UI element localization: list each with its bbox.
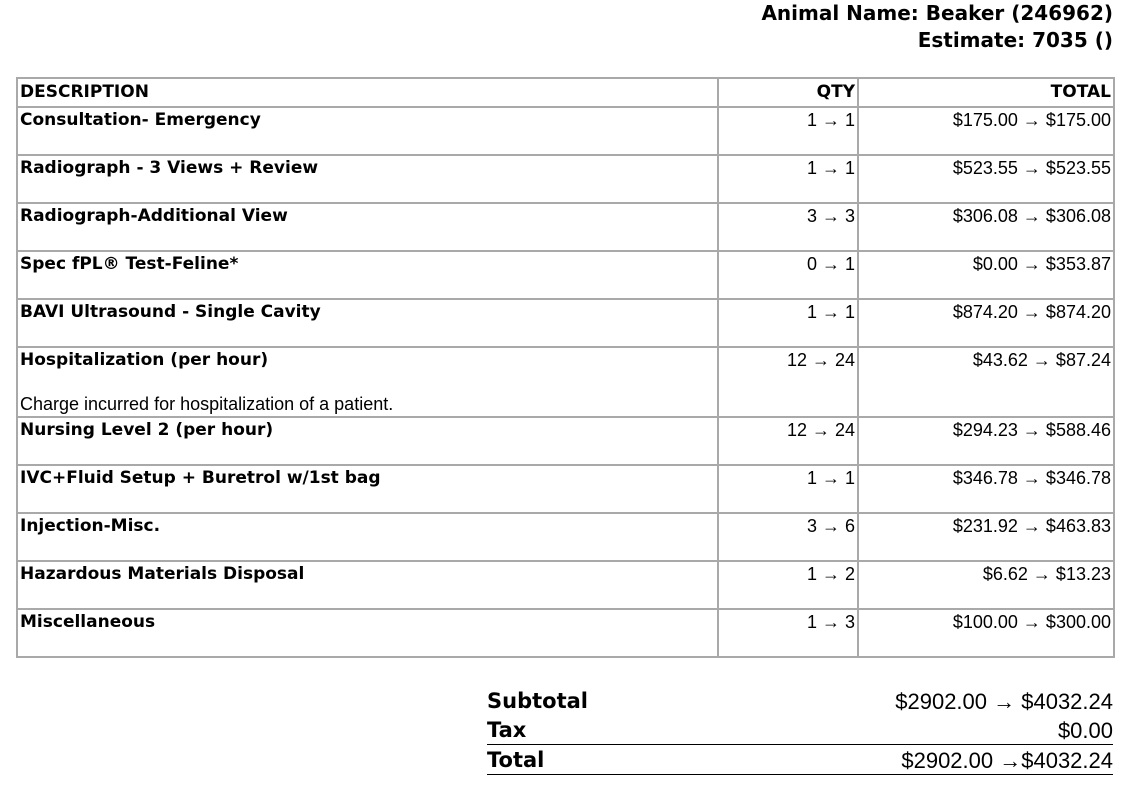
row-description [17, 465, 718, 513]
row-description [17, 609, 718, 657]
subtotal-value: $2902.00 → $4032.24 [895, 689, 1113, 714]
table-row [17, 465, 1114, 513]
row-total: $43.62 → $87.24 [858, 347, 1114, 417]
total-value: $2902.00 →$4032.24 [901, 748, 1113, 773]
row-description [17, 107, 718, 155]
column-header-qty: QTY [718, 78, 858, 107]
row-total: $346.78 → $346.78 [858, 465, 1114, 513]
table-row [17, 299, 1114, 347]
estimate-number-heading: Estimate: 7035 () [917, 28, 1113, 52]
row-qty: 1 → 3 [718, 609, 858, 657]
row-qty: 12 → 24 [718, 347, 858, 417]
row-qty: 12 → 24 [718, 417, 858, 465]
item-name: Consultation- Emergency [20, 110, 261, 130]
row-total: $874.20 → $874.20 [858, 299, 1114, 347]
column-header-description: DESCRIPTION [17, 78, 718, 107]
row-total: $6.62 → $13.23 [858, 561, 1114, 609]
row-total: $294.23 → $588.46 [858, 417, 1114, 465]
item-name: Hazardous Materials Disposal [20, 564, 305, 584]
estimate-header [761, 0, 1113, 54]
row-description [17, 299, 718, 347]
tax-value: $0.00 [1057, 718, 1113, 743]
table-row [17, 513, 1114, 561]
row-description [17, 561, 718, 609]
item-note: Charge incurred for hospitalization of a patient. [20, 394, 394, 414]
subtotal-row [487, 686, 1113, 715]
total-row [487, 745, 1113, 775]
row-total: $523.55 → $523.55 [858, 155, 1114, 203]
item-name: BAVI Ultrasound - Single Cavity [20, 302, 321, 322]
row-description [17, 251, 718, 299]
item-name: Hospitalization (per hour) [20, 350, 269, 370]
table-row [17, 417, 1114, 465]
row-qty: 1 → 1 [718, 465, 858, 513]
row-total: $0.00 → $353.87 [858, 251, 1114, 299]
table-row [17, 203, 1114, 251]
row-qty: 1 → 1 [718, 107, 858, 155]
row-qty: 3 → 6 [718, 513, 858, 561]
table-row [17, 609, 1114, 657]
table-row [17, 347, 1114, 417]
table-row [17, 251, 1114, 299]
row-qty: 3 → 3 [718, 203, 858, 251]
item-name: Radiograph - 3 Views + Review [20, 158, 319, 178]
column-header-total: TOTAL [858, 78, 1114, 107]
item-name: IVC+Fluid Setup + Buretrol w/1st bag [20, 468, 381, 488]
table-header-row [17, 78, 1114, 107]
row-qty: 1 → 1 [718, 155, 858, 203]
row-description [17, 203, 718, 251]
item-name: Nursing Level 2 (per hour) [20, 420, 274, 440]
item-name: Spec fPL® Test-Feline* [20, 254, 239, 274]
row-description [17, 347, 718, 417]
row-total: $100.00 → $300.00 [858, 609, 1114, 657]
row-total: $231.92 → $463.83 [858, 513, 1114, 561]
table-row [17, 561, 1114, 609]
animal-name-heading: Animal Name: Beaker (246962) [761, 1, 1113, 25]
row-total: $175.00 → $175.00 [858, 107, 1114, 155]
subtotal-label: Subtotal [487, 689, 588, 713]
item-name: Radiograph-Additional View [20, 206, 288, 226]
row-qty: 1 → 1 [718, 299, 858, 347]
row-qty: 0 → 1 [718, 251, 858, 299]
total-label: Total [487, 748, 545, 772]
estimate-line-items-table [16, 77, 1115, 658]
row-description [17, 417, 718, 465]
item-name: Miscellaneous [20, 612, 156, 632]
estimate-summary [487, 686, 1113, 775]
table-row [17, 107, 1114, 155]
tax-row [487, 715, 1113, 745]
table-row [17, 155, 1114, 203]
row-qty: 1 → 2 [718, 561, 858, 609]
row-total: $306.08 → $306.08 [858, 203, 1114, 251]
row-description [17, 513, 718, 561]
item-name: Injection-Misc. [20, 516, 161, 536]
tax-label: Tax [487, 718, 527, 742]
row-description [17, 155, 718, 203]
